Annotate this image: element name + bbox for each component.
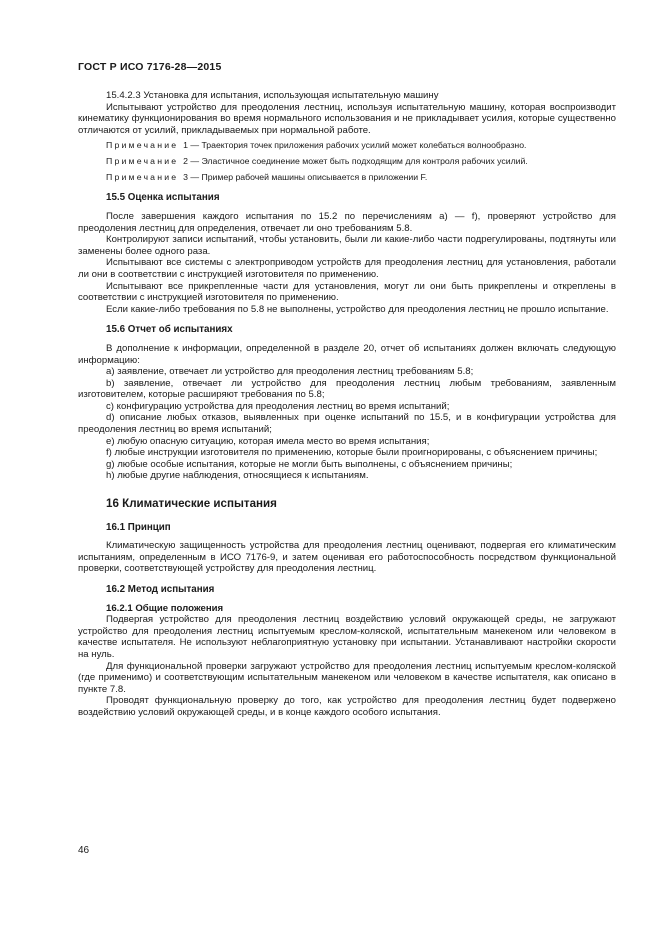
note-text: 1 — Траектория точек приложения рабочих усилий может колебаться волнообразно.	[183, 140, 527, 151]
paragraph: Испытывают все прикрепленные части для установления, могут ли они быть прикреплены и откреплены в соответствии с инструкцией изготовителя по применению.	[78, 280, 616, 304]
note	[78, 156, 616, 167]
paragraph: Если какие-либо требования по 5.8 не выполнены, устройство для преодоления лестниц не прошло испытание.	[106, 303, 609, 315]
subsection-title-16-1: 16.1 Принцип	[106, 521, 171, 533]
paragraph: Подвергая устройство для преодоления лестниц воздействию условий окружающей среды, не загружают устройство для преодоления лестниц испытуемым креслом-коляской, испытательным манекеном или человеком в качестве испытателя. Не используют неблагоприятную установку при испытании. Устанавливают настройки скорости на нуль.	[78, 614, 616, 660]
paragraph: Испытывают устройство для преодоления лестниц, используя испытательную машину, которая воспроизводит кинематику функционирования во время нормального использования и не прикладывает усилия, которые существенно отличаются от усилий, прикладываемых при нормальной работе.	[78, 101, 616, 136]
list-item: d) описание любых отказов, выявленных при оценке испытаний по 15.5, и в конфигурации устройства для преодоления лестниц во время испытаний;	[78, 412, 616, 436]
paragraph: Контролируют записи испытаний, чтобы установить, были ли какие-либо части подрегулированы, подтянуты или заменены более одного раза.	[78, 234, 616, 257]
paragraph: Испытывают все системы с электроприводом устройств для преодоления лестниц для установления, работали ли они в соответствии с инструкцией изготовителя по применению.	[78, 257, 616, 280]
list-item: h) любые другие наблюдения, относящиеся к испытаниям.	[106, 470, 369, 482]
note-label: Примечание	[106, 140, 179, 151]
list-item: b) заявление, отвечает ли устройство для преодоления лестниц любым требованиям, заявленным изготовителем, которые расширяют требования по 5.8;	[78, 377, 616, 401]
note-label: Примечание	[106, 172, 179, 183]
document-header: ГОСТ Р ИСО 7176-28—2015	[78, 61, 222, 73]
paragraph: Проводят функциональную проверку до того, как устройство для преодоления лестниц будет подвержено воздействию условий окружающей среды, и в конце каждого особого испытания.	[78, 695, 616, 718]
note	[78, 172, 616, 183]
subsection-title-15-4-2-3: 15.4.2.3 Установка для испытания, использующая испытательную машину	[106, 90, 439, 101]
list-item: e) любую опасную ситуацию, которая имела место во время испытания;	[106, 435, 430, 447]
list-item: f) любые инструкции изготовителя по применению, которые были проигнорированы, с объяснением причины;	[106, 447, 598, 459]
subsection-title-16-2-1: 16.2.1 Общие положения	[106, 602, 224, 614]
note-text: 3 — Пример рабочей машины описывается в приложении F.	[183, 172, 428, 183]
list-item: a) заявление, отвечает ли устройство для преодоления лестниц требованиям 5.8;	[106, 366, 474, 378]
list-item: c) конфигурацию устройства для преодоления лестниц во время испытаний;	[106, 400, 450, 412]
paragraph: Климатическую защищенность устройства для преодоления лестниц оценивают, подвергая его климатическим испытаниям, определенным в ИСО 7176-9, и затем оценивая его работоспособность посредством функциональной проверки, соответствующей устройству для преодоления лестниц.	[78, 540, 616, 575]
section-title-15-6: 15.6 Отчет об испытаниях	[106, 324, 233, 336]
paragraph: После завершения каждого испытания по 15.2 по перечислениям а) — f), проверяют устройство для преодоления лестниц для определения, отвечает ли оно требованиям 5.8.	[78, 210, 616, 234]
note-label: Примечание	[106, 156, 179, 167]
paragraph: В дополнение к информации, определенной в разделе 20, отчет об испытаниях должен включать следующую информацию:	[78, 342, 616, 366]
section-title-16: 16 Климатические испытания	[106, 497, 277, 511]
section-title-15-5: 15.5 Оценка испытания	[106, 192, 220, 204]
page-number: 46	[78, 845, 90, 856]
note	[78, 140, 616, 151]
document-body	[78, 90, 616, 719]
list-item: g) любые особые испытания, которые не могли быть выполнены, с объяснением причины;	[106, 458, 513, 470]
note-text: 2 — Эластичное соединение может быть подходящим для контроля рабочих усилий.	[183, 156, 528, 167]
paragraph: Для функциональной проверки загружают устройство для преодоления лестниц испытуемым креслом-коляской (где применимо) и соответствующим испытательным манекеном или человеком в качестве испытателя, как описано в пункте 7.8.	[78, 660, 616, 695]
subsection-title-16-2: 16.2 Метод испытания	[106, 584, 215, 595]
